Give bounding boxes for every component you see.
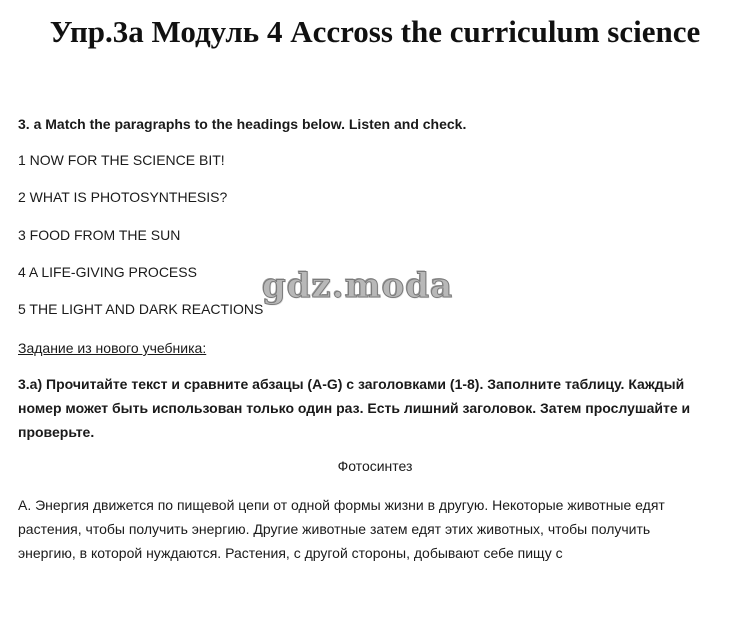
heading-item-2: 2 WHAT IS PHOTOSYNTHESIS? [18, 189, 228, 205]
text-title: Фотосинтез [337, 458, 413, 474]
heading-item-5: 5 THE LIGHT AND DARK REACTIONS [18, 301, 264, 317]
heading-item-4: 4 A LIFE-GIVING PROCESS [18, 264, 197, 280]
page-title: Упр.3a Модуль 4 Accross the curriculum science [49, 14, 701, 49]
watermark-logo: gdz.moda [262, 266, 454, 306]
new-task-label: Задание из нового учебника: [18, 340, 207, 356]
heading-item-1: 1 NOW FOR THE SCIENCE BIT! [18, 152, 225, 168]
exercise-instruction: 3. a Match the paragraphs to the headings below. Listen and check. [18, 116, 467, 132]
paragraph-a: A. Энергия движется по пищевой цепи от одной формы жизни в другую. Некоторые животные едят растения, чтобы получить энергию. Другие животные затем едят этих животных, чтобы получить энергию, в которой нуждаются. Растения, с другой стороны, добывают себе пищу с [18, 497, 665, 561]
new-task-text: 3.а) Прочитайте текст и сравните абзацы (A-G) с заголовками (1-8). Заполните таблицу. Каждый номер может быть использован только один раз. Есть лишний заголовок. Затем прослушайте и проверьте. [18, 376, 691, 440]
heading-item-3: 3 FOOD FROM THE SUN [18, 227, 181, 243]
